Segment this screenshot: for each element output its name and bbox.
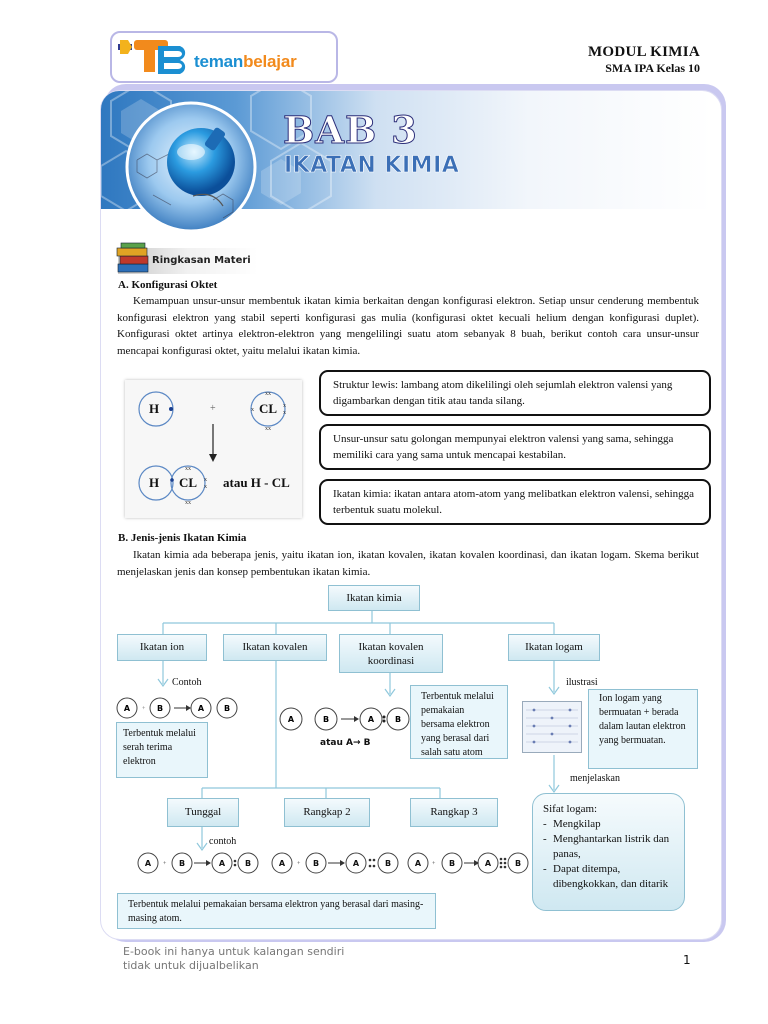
- svg-text:B: B: [322, 715, 330, 724]
- svg-text:+: +: [297, 861, 301, 867]
- metal-properties-title: Sifat logam:: [543, 803, 598, 815]
- metal-description-box: Ion logam yang bermuatan + berada dalam lautan elektron yang bermuatan.: [588, 689, 698, 769]
- label-contoh-kovalen: contoh: [209, 836, 237, 847]
- node-tunggal: Tunggal: [167, 798, 239, 827]
- svg-text:A: A: [367, 715, 375, 724]
- svg-text:A: A: [218, 859, 226, 868]
- covalent-description-box: Terbentuk melalui pemakaian bersama elektron yang berasal dari masing-masing atom.: [117, 893, 436, 929]
- footer-line-1: E-book ini hanya untuk kalangan sendiri: [123, 945, 345, 958]
- svg-text:x: x: [283, 410, 286, 416]
- coordinate-bond-example: [276, 705, 412, 735]
- chapter-number: BAB 3: [283, 108, 418, 152]
- node-ikatan-kovalen: Ikatan kovalen: [223, 634, 327, 661]
- svg-text:A: A: [144, 859, 152, 868]
- module-title: MODUL KIMIA: [587, 44, 700, 60]
- atom-b-minus: B: [223, 704, 231, 713]
- metal-property-item: - Dapat ditempa, dibengkokkan, dan ditarik: [543, 863, 669, 890]
- svg-text:xx: xx: [185, 466, 191, 472]
- svg-text:+: +: [163, 861, 167, 867]
- lewis-h-atom-bonded: H: [149, 475, 160, 490]
- atom-b: B: [156, 704, 164, 713]
- coordinate-description-box: Terbentuk melalui pemakaian bersama elektron yang berasal dari salah satu atom: [410, 685, 508, 759]
- svg-text:A: A: [484, 859, 492, 868]
- svg-text:xx: xx: [265, 391, 271, 397]
- svg-text:B: B: [394, 715, 402, 724]
- logo-wordmark: temanbelajar: [194, 52, 297, 71]
- svg-text:A: A: [352, 859, 360, 868]
- definition-box-ikatan: Ikatan kimia: ikatan antara atom-atom yang melibatkan elektron valensi, sehingga terbentuk suatu molekul.: [319, 479, 711, 525]
- svg-text:x: x: [204, 477, 207, 483]
- lewis-cl-atom: CL: [259, 401, 278, 416]
- svg-text:x: x: [283, 403, 286, 409]
- footer-line-2: tidak untuk dijualbelikan: [123, 959, 259, 972]
- definition-box-golongan: Unsur-unsur satu golongan mempunyai elektron valensi yang sama, sehingga memiliki cara yang sama untuk mencapai kestabilan.: [319, 424, 711, 470]
- svg-text:x: x: [251, 407, 254, 413]
- node-ikatan-ion: Ikatan ion: [117, 634, 207, 661]
- label-atau-a-b: atau A→ B: [320, 738, 371, 748]
- lewis-plus: +: [210, 403, 216, 414]
- section-b-paragraph: Ikatan kimia ada beberapa jenis, yaitu ikatan ion, ikatan kovalen, ikatan kovalen koordinasi, dan ikatan logam. Skema berikut menjelaskan jenis dan konsep pembentukan ikatan kimia.: [117, 549, 699, 578]
- section-a-heading: A. Konfigurasi Oktet: [118, 279, 218, 291]
- node-rangkap-3: Rangkap 3: [410, 798, 498, 827]
- ion-description-box: Terbentuk melalui serah terima elektron: [116, 722, 208, 778]
- metal-property-item: - Mengkilap: [543, 818, 601, 830]
- svg-text:B: B: [312, 859, 320, 868]
- svg-text:B: B: [244, 859, 252, 868]
- ion-bond-example: [110, 694, 244, 722]
- label-contoh: Contoh: [172, 677, 202, 688]
- svg-text:xx: xx: [265, 426, 271, 432]
- summary-label: Ringkasan Materi: [152, 255, 251, 266]
- lewis-result: atau H - CL: [223, 475, 290, 490]
- node-ikatan-kimia: Ikatan kimia: [328, 585, 420, 611]
- svg-text:B: B: [178, 859, 186, 868]
- page-number: 1: [683, 953, 691, 967]
- atom-a: A: [123, 704, 131, 713]
- lewis-h-atom: H: [149, 401, 160, 416]
- metal-property-item: - Menghantarkan listrik dan panas,: [543, 833, 670, 860]
- svg-text:B: B: [448, 859, 456, 868]
- lewis-cl-atom-bonded: CL: [179, 475, 198, 490]
- svg-text:B: B: [514, 859, 522, 868]
- metal-lattice-illustration: [522, 701, 582, 753]
- chapter-title: IKATAN KIMIA: [284, 153, 460, 178]
- node-rangkap-2: Rangkap 2: [284, 798, 370, 827]
- section-b-heading: B. Jenis-jenis Ikatan Kimia: [118, 532, 247, 544]
- covalent-bond-examples: [132, 849, 532, 879]
- label-ilustrasi: ilustrasi: [566, 677, 598, 688]
- definition-box-lewis: Struktur lewis: lambang atom dikelilingi oleh sejumlah elektron valensi yang digambarkan dengan titik atau tanda silang.: [319, 370, 711, 416]
- svg-text:xx: xx: [185, 500, 191, 506]
- metal-properties-box: [532, 793, 685, 911]
- node-ikatan-kovalen-koordinasi: Ikatan kovalen koordinasi: [339, 634, 443, 673]
- svg-text:A: A: [287, 715, 295, 724]
- atom-a-plus: A: [197, 704, 205, 713]
- module-subtitle: SMA IPA Kelas 10: [605, 61, 700, 75]
- svg-text:B: B: [384, 859, 392, 868]
- svg-text:x: x: [204, 484, 207, 490]
- section-a-paragraph: Kemampuan unsur-unsur membentuk ikatan kimia berkaitan dengan konfigurasi elektron. Setiap unsur cenderung membentuk konfigurasi elektron yang stabil seperti konfigurasi gas mulia (konfigurasi oktet kecuali helium dengan konfigurasi duplet). Konfigurasi oktet artinya elektron-elektron yang mengelilingi suatu atom sebanyak 8 buah, berikut contoh cara unsur-unsur mencapai konfigurasi oktet, yaitu melalui ikatan kimia.: [117, 295, 699, 357]
- svg-text:+: +: [432, 861, 436, 867]
- svg-text:A: A: [414, 859, 422, 868]
- node-ikatan-logam: Ikatan logam: [508, 634, 600, 661]
- label-menjelaskan: menjelaskan: [570, 773, 620, 784]
- svg-text:A: A: [278, 859, 286, 868]
- svg-text:+: +: [142, 706, 146, 712]
- footer-note: [123, 945, 344, 973]
